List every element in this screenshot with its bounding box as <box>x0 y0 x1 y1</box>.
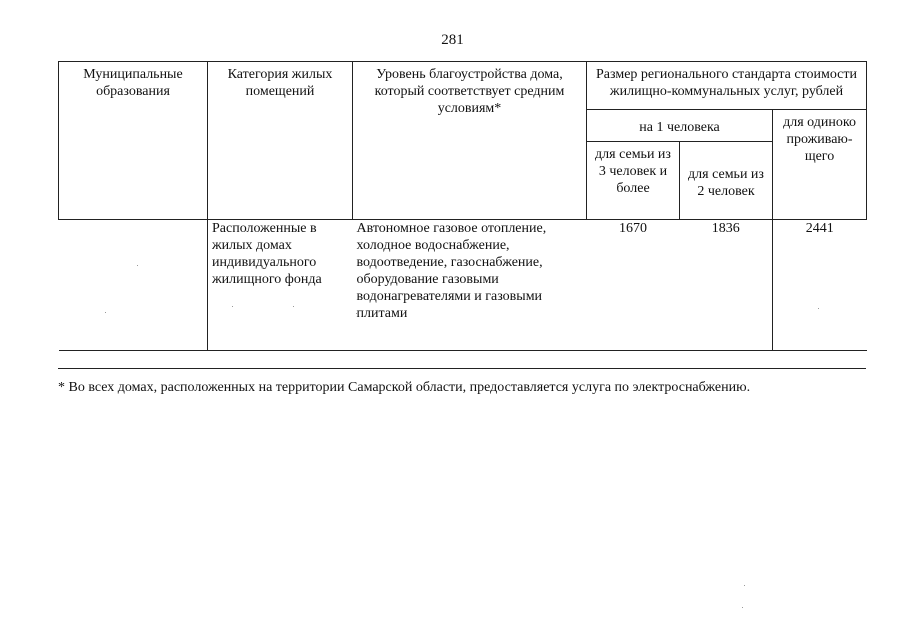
cell-single: 2441 <box>773 220 867 351</box>
header-family-2: для семьи из 2 человек <box>680 142 773 220</box>
header-amenities: Уровень благоустройства дома, который соответствует средним условиям* <box>353 62 587 220</box>
cell-amenities: Автономное газовое отопление, холодное водоснабжение, водоотведение, газоснабжение, оборудование газовыми водонагревателями и газовыми плитами <box>353 220 587 351</box>
cell-category: Расположенные в жилых домах индивидуального жилищного фонда <box>208 220 353 351</box>
header-standard-size: Размер регионального стандарта стоимости жилищно-коммунальных услуг, рублей <box>587 62 867 110</box>
cell-family-3: 1670 <box>587 220 680 351</box>
cell-family-2: 1836 <box>680 220 773 351</box>
header-per-person: на 1 человека <box>587 110 773 142</box>
header-category: Категория жилых помещений <box>208 62 353 220</box>
page-number: 281 <box>441 32 464 48</box>
footnote: * Во всех домах, расположенных на территории Самарской области, предоставляется услуга по электроснабжению. <box>58 380 751 395</box>
table-row <box>59 220 867 351</box>
header-family-3: для семьи из 3 человек и более <box>587 142 680 220</box>
header-municipalities: Муниципальные образования <box>59 62 208 220</box>
housing-standard-table <box>58 61 867 351</box>
cell-municipality <box>59 220 208 351</box>
header-single: для одиноко проживаю-щего <box>773 110 867 220</box>
table-bottom-rule <box>58 368 866 369</box>
